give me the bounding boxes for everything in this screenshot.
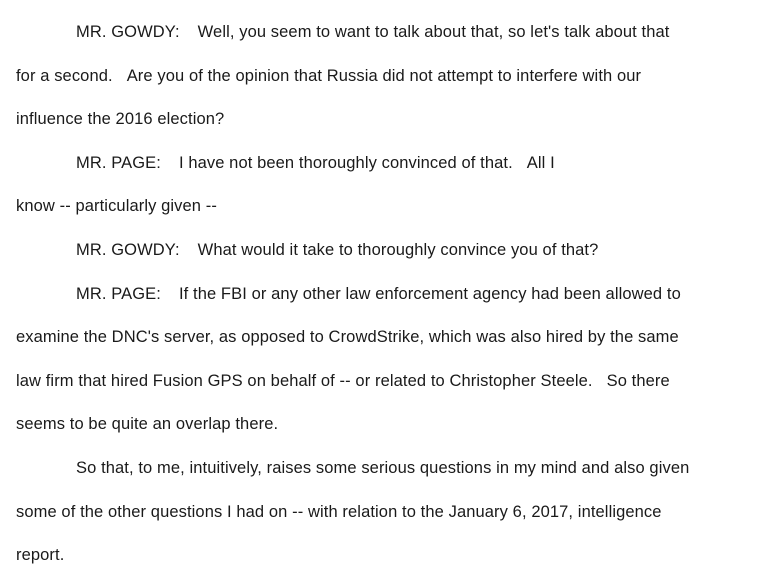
line-text: law firm that hired Fusion GPS on behalf of -- or related to Christopher Steele. [16,372,593,390]
line-text: Well, you seem to want to talk about that, so let's talk about that [197,23,670,41]
transcript-line-10 [16,414,278,434]
line-text: What would it take to thoroughly convince you of that? [197,241,599,259]
line-text: know -- particularly given -- [16,197,217,215]
line-text: If the FBI or any other law enforcement agency had been allowed to [178,285,681,303]
speaker-label: MR. GOWDY: [76,241,180,259]
line-text: influence the 2016 election? [16,110,225,128]
transcript-line-5 [16,196,217,216]
line-text: So there [606,372,670,390]
transcript-line-12 [16,502,662,522]
line-text: I have not been thoroughly convinced of that. [178,154,513,172]
line-text: All I [526,154,555,172]
transcript-line-1 [76,22,669,42]
speaker-label: MR. PAGE: [76,285,161,303]
transcript-line-9 [16,371,670,391]
line-text: examine the DNC's server, as opposed to CrowdStrike, which was also hired by the same [16,328,679,346]
line-text: report. [16,546,65,564]
transcript-line-4 [76,153,555,173]
transcript-line-11 [76,458,689,478]
transcript-line-13 [16,545,64,565]
transcript-line-6 [76,240,598,260]
transcript-line-2 [16,66,641,86]
transcript-line-8 [16,327,679,347]
transcript-line-7 [76,284,681,304]
line-text: some of the other questions I had on -- with relation to the January 6, 2017, intelligence [16,503,662,521]
line-text: for a second. [16,67,113,85]
transcript-line-3 [16,109,224,129]
line-text: seems to be quite an overlap there. [16,415,279,433]
speaker-label: MR. GOWDY: [76,23,180,41]
speaker-label: MR. PAGE: [76,154,161,172]
line-text: So that, to me, intuitively, raises some serious questions in my mind and also given [76,459,690,477]
line-text: Are you of the opinion that Russia did not attempt to interfere with our [126,67,642,85]
